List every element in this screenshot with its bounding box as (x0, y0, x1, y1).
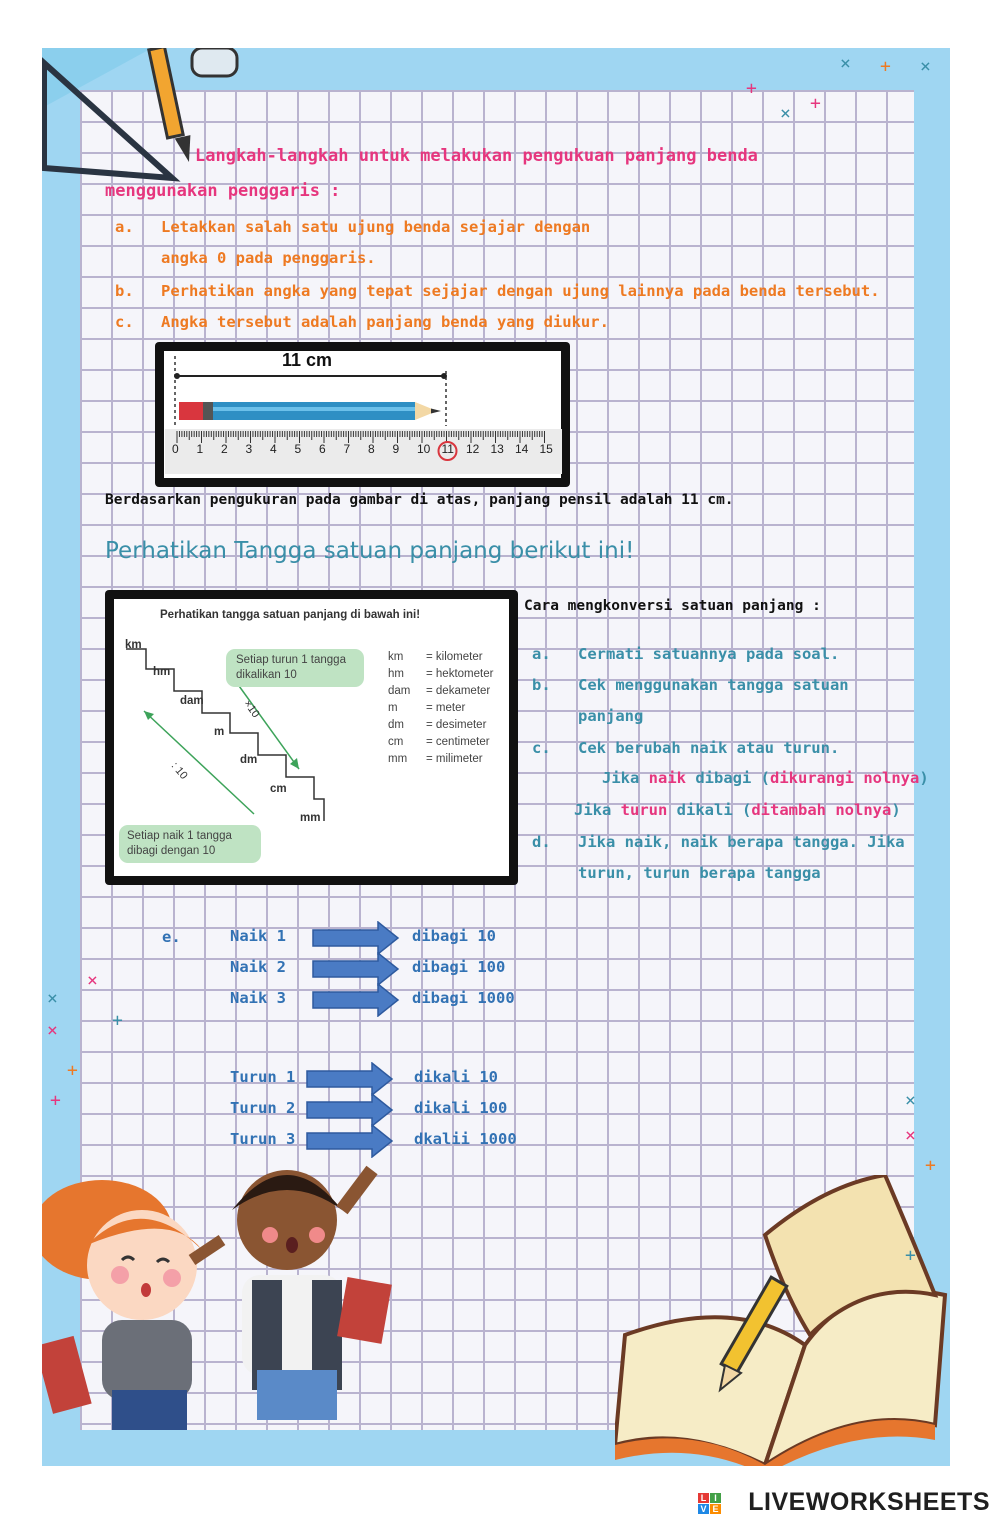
naik-result: dibagi 100 (412, 958, 506, 976)
conversion-d-line1: Jika naik, naik berapa tangga. Jika (578, 833, 905, 851)
ruler-number: 0 (172, 442, 179, 456)
times-icon: × (47, 988, 58, 1009)
down-note-line1: Setiap turun 1 tangga (236, 654, 346, 666)
down-factor-label: ×10 (241, 697, 262, 721)
ruler-number: 1 (196, 442, 204, 456)
stair-dam: dam (180, 695, 204, 707)
times-icon: × (840, 53, 851, 74)
stair-km: km (125, 639, 142, 651)
times-icon: × (87, 970, 98, 991)
conversion-b-line2: panjang (578, 707, 644, 725)
arrow-right-icon (312, 983, 400, 1017)
legend-row (388, 753, 483, 765)
arrow-right-icon (312, 921, 400, 955)
legend-abbr: mm (388, 753, 408, 765)
math-symbols-decoration-icon (740, 48, 940, 138)
rules-e-marker: e. (162, 928, 181, 946)
steps-title-line2: menggunakan penggaris : (105, 181, 341, 201)
turun-label: Turun 1 (230, 1068, 296, 1086)
up-note-box (119, 825, 261, 863)
plus-icon: + (810, 93, 821, 114)
times-icon: × (920, 56, 931, 77)
legend-name: = desimeter (426, 719, 487, 731)
math-symbols-left-decoration-icon (42, 960, 132, 1140)
legend-name: = dekameter (426, 685, 491, 697)
ruler-number: 12 (466, 442, 480, 456)
legend-row (388, 668, 493, 680)
ruler-number: 15 (539, 442, 553, 456)
stair-hm: hm (153, 666, 171, 678)
plus-icon: + (67, 1060, 78, 1081)
ruler-numbers (165, 440, 562, 464)
kids-illustration (42, 1150, 402, 1466)
math-symbols-right-decoration-icon (900, 1070, 950, 1270)
arrow-right-icon (306, 1062, 394, 1096)
down-note-box (226, 649, 364, 687)
stair-dm: dm (240, 754, 258, 766)
logo-letter-v: V (698, 1504, 709, 1514)
up-factor-label: : 10 (168, 760, 190, 782)
plus-icon: + (746, 78, 757, 99)
ruler-number: 8 (368, 442, 375, 456)
ruler-number: 14 (515, 442, 529, 456)
step-c-marker: c. (115, 313, 134, 331)
stair-mm: mm (300, 812, 321, 824)
conversion-naik-rule: Jika naik dibagi (dikurangi nolnya) (602, 769, 929, 787)
step-c-line1: Angka tersebut adalah panjang benda yang diukur. (161, 313, 609, 331)
turun-label: Turun 2 (230, 1099, 296, 1117)
up-note-line2: dibagi dengan 10 (127, 845, 216, 857)
conversion-c-marker: c. (532, 739, 551, 757)
plus-icon: + (925, 1155, 936, 1176)
legend-name: = centimeter (426, 736, 490, 748)
legend-name: = meter (426, 702, 466, 714)
conversion-d-line2: turun, turun berapa tangga (578, 864, 821, 882)
ruler-number: 6 (319, 442, 326, 456)
measurement-conclusion: Berdasarkan pengukuran pada gambar di atas, panjang pensil adalah 11 cm. (105, 492, 734, 508)
legend-name: = milimeter (426, 753, 483, 765)
steps-title-line1: Langkah-langkah untuk melakukan pengukuan panjang benda (195, 146, 758, 166)
conversion-a-marker: a. (532, 645, 551, 663)
stairs-heading: Perhatikan Tangga satuan panjang berikut ini! (105, 538, 635, 564)
liveworksheets-logo-icon (698, 1493, 721, 1514)
naik-label: Naik 3 (230, 989, 286, 1007)
turun-label: Turun 3 (230, 1130, 296, 1148)
legend-row (388, 702, 465, 714)
logo-letter-l: L (698, 1493, 709, 1503)
turun-result: dikali 10 (414, 1068, 498, 1086)
ruler-measure-label: 11 cm (282, 350, 333, 370)
naik-result: dibagi 1000 (412, 989, 515, 1007)
arrow-right-icon (306, 1093, 394, 1127)
ruler-number: 11 (441, 442, 454, 456)
times-icon: × (47, 1020, 58, 1041)
step-a-line2: angka 0 pada penggaris. (161, 249, 376, 267)
conversion-turun-rule: Jika turun dikali (ditambah nolnya) (574, 801, 901, 819)
legend-row (388, 719, 486, 731)
legend-row (388, 651, 483, 663)
legend-row (388, 736, 490, 748)
ruler-number: 3 (245, 442, 253, 456)
step-b-marker: b. (115, 282, 134, 300)
ruler-number: 7 (343, 442, 351, 456)
plus-icon: + (905, 1245, 916, 1266)
legend-abbr: hm (388, 668, 404, 680)
step-a-marker: a. (115, 218, 134, 236)
logo-letter-i: I (710, 1493, 721, 1503)
step-a-line1: Letakkan salah satu ujung benda sejajar dengan (161, 218, 591, 236)
conversion-d-marker: d. (532, 833, 551, 851)
down-note-line2: dikalikan 10 (236, 669, 297, 681)
ruler-number: 2 (221, 442, 228, 456)
turun-result: dkalii 1000 (414, 1130, 517, 1148)
conversion-c-text: Cek berubah naik atau turun. (578, 739, 840, 757)
plus-icon: + (112, 1010, 123, 1031)
step-b-line1: Perhatikan angka yang tepat sejajar dengan ujung lainnya pada benda tersebut. (161, 282, 880, 300)
stair-cm: cm (270, 783, 287, 795)
naik-label: Naik 1 (230, 927, 286, 945)
legend-abbr: cm (388, 736, 404, 748)
up-note-line1: Setiap naik 1 tangga (127, 830, 232, 842)
conversion-b-line1: Cek menggunakan tangga satuan (578, 676, 849, 694)
ruler-number: 4 (270, 442, 277, 456)
ruler-number: 13 (490, 442, 504, 456)
times-icon: × (905, 1125, 916, 1146)
plus-icon: + (50, 1090, 61, 1111)
ruler-pencil-decoration-icon (42, 48, 242, 198)
ruler-number: 5 (294, 442, 302, 456)
naik-result: dibagi 10 (412, 927, 496, 945)
arrow-right-icon (312, 952, 400, 986)
liveworksheets-brand: LIVEWORKSHEETS (748, 1488, 990, 1516)
legend-name: = hektometer (426, 668, 494, 680)
naik-label: Naik 2 (230, 958, 286, 976)
stair-m: m (214, 726, 225, 738)
conversion-b-marker: b. (532, 676, 551, 694)
stairs-figure-title: Perhatikan tangga satuan panjang di bawah ini! (160, 609, 421, 621)
legend-abbr: dm (388, 719, 404, 731)
ruler-number: 10 (417, 442, 431, 456)
plus-icon: + (880, 56, 891, 77)
turun-result: dikali 100 (414, 1099, 508, 1117)
stairs-figure-content (114, 599, 509, 876)
legend-abbr: dam (388, 685, 411, 697)
conversion-title: Cara mengkonversi satuan panjang : (524, 598, 821, 614)
ruler-number: 9 (392, 442, 400, 456)
legend-abbr: km (388, 651, 404, 663)
times-icon: × (780, 103, 791, 124)
legend-row (388, 685, 490, 697)
times-icon: × (905, 1090, 916, 1111)
legend-abbr: m (388, 702, 398, 714)
conversion-a-text: Cermati satuannya pada soal. (578, 645, 840, 663)
legend-name: = kilometer (426, 651, 483, 663)
logo-letter-e: E (710, 1504, 721, 1514)
